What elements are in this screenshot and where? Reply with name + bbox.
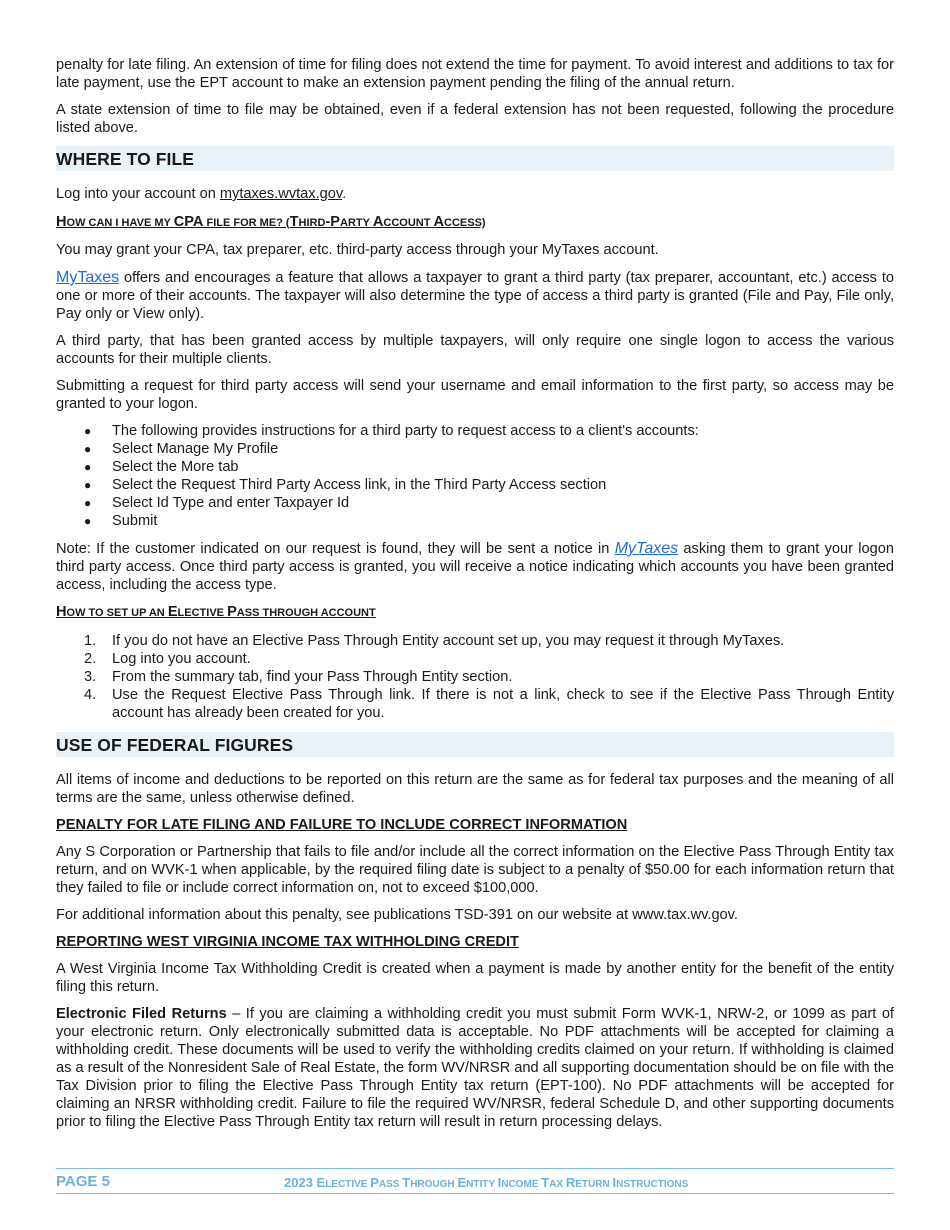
mytaxes-note-link[interactable]: MyTaxes <box>614 540 679 557</box>
section-heading-where-to-file: WHERE TO FILE <box>56 146 894 171</box>
list-item: 3. From the summary tab, find your Pass Through Entity section. <box>84 669 513 685</box>
login-paragraph: Log into your account on mytaxes.wvtax.gov. <box>56 186 347 202</box>
document-page <box>56 56 894 1140</box>
third-party-steps-list <box>56 422 894 530</box>
list-item: ● The following provides instructions for a third party to request access to a client's accounts: <box>84 422 894 440</box>
mytaxes-link[interactable]: MyTaxes <box>56 269 120 286</box>
penalty-paragraph-2: For additional information about this penalty, see publications TSD-391 on our website at www.tax.wv.gov. <box>56 907 738 923</box>
electronic-filed-returns-paragraph: Electronic Filed Returns – If you are claiming a withholding credit you must submit Form WVK-1, NRW-2, or 1099 as part of your electronic return. Only electronically submitted data is acceptable. No PDF attachments will be accepted for claiming a withholding credit. These documents will be used to verify the withholding credits claimed on your return. If withholding is claimed as a result of the Nonresident Sale of Real Estate, the form WV/NRSR and all supporting documentation should be on file with the Tax Division prior to filing the Elective Pass Through Entity tax return (EPT-100). No PDF attachments will be accepted for claiming an NRSR withholding credit. Failure to file the required WV/NRSR, federal Schedule D, and other supporting documents prior to filing the Elective Pass Through Entity tax return will result in return processing delays. <box>56 1006 894 1130</box>
list-item: ● Select Manage My Profile <box>84 440 894 458</box>
list-item: 4. Use the Request Elective Pass Through link. If there is not a link, check to see if the Elective Pass Through Entity account has already been created for you. <box>84 687 894 721</box>
page-footer <box>56 1168 894 1194</box>
list-item: ● Submit <box>84 512 894 530</box>
grant-access-paragraph: You may grant your CPA, tax preparer, etc. third-party access through your MyTaxes account. <box>56 242 659 258</box>
mytaxes-offers-paragraph: MyTaxes offers and encourages a feature that allows a taxpayer to grant a third party (tax preparer, accountant, etc.) access to one or more of their accounts. The taxpayer will also determine the type of access a third party is granted (File and Pay, File only, Pay only or View only). <box>56 269 894 322</box>
section-heading-federal-figures: USE OF FEDERAL FIGURES <box>56 732 894 757</box>
list-item: ● Select the Request Third Party Access link, in the Third Party Access section <box>84 476 894 494</box>
efr-label: Electronic Filed Returns <box>56 1006 227 1022</box>
page-number: PAGE 5 <box>56 1173 110 1190</box>
federal-figures-paragraph: All items of income and deductions to be reported on this return are the same as for federal tax purposes and the meaning of all terms are the same, unless otherwise defined. <box>56 772 894 806</box>
note-paragraph: Note: If the customer indicated on our request is found, they will be sent a notice in MyTaxes asking them to grant your logon third party access. Once third party access is granted, you will receive a notice indicating which accounts you have been granted access, including the access type. <box>56 540 894 593</box>
mytaxes-url-link[interactable]: mytaxes.wvtax.gov <box>219 186 343 202</box>
third-party-paragraph: A third party, that has been granted access by multiple taxpayers, will only require one single logon to access the various accounts for their multiple clients. <box>56 333 894 367</box>
withholding-paragraph: A West Virginia Income Tax Withholding Credit is created when a payment is made by another entity for the benefit of the entity filing this return. <box>56 961 894 995</box>
penalty-heading: PENALTY FOR LATE FILING AND FAILURE TO INCLUDE CORRECT INFORMATION <box>56 817 628 833</box>
footer-title: 2023 ELECTIVE PASS THROUGH ENTITY INCOME TAX RETURN INSTRUCTIONS <box>284 1175 689 1190</box>
list-item: ● Select the More tab <box>84 458 894 476</box>
elective-setup-steps <box>56 632 894 722</box>
intro-paragraph-1: penalty for late filing. An extension of time for filing does not extend the time for payment. To avoid interest and additions to tax for late payment, use the EPT account to make an extension payment pending the filing of the annual return. <box>56 57 894 91</box>
cpa-access-heading: HOW CAN I HAVE MY CPA FILE FOR ME? (THIRD-PARTY ACCOUNT ACCESS) <box>56 214 486 230</box>
list-item: 2. Log into you account. <box>84 651 251 667</box>
intro-paragraph-2: A state extension of time to file may be obtained, even if a federal extension has not been requested, following the procedure listed above. <box>56 102 894 136</box>
list-item: 1. If you do not have an Elective Pass Through Entity account set up, you may request it through MyTaxes. <box>84 633 785 649</box>
penalty-paragraph-1: Any S Corporation or Partnership that fails to file and/or include all the correct information on the Elective Pass Through Entity tax return, and on WVK-1 when applicable, by the required filing date is subject to a penalty of $50.00 for each information return that they failed to file or include correct information on, not to exceed $100,000. <box>56 844 894 896</box>
withholding-heading: REPORTING WEST VIRGINIA INCOME TAX WITHHOLDING CREDIT <box>56 934 519 950</box>
submitting-paragraph: Submitting a request for third party access will send your username and email information to the first party, so access may be granted to your logon. <box>56 378 894 412</box>
list-item: ● Select Id Type and enter Taxpayer Id <box>84 494 894 512</box>
elective-pass-through-heading: HOW TO SET UP AN ELECTIVE PASS THROUGH ACCOUNT <box>56 604 376 620</box>
